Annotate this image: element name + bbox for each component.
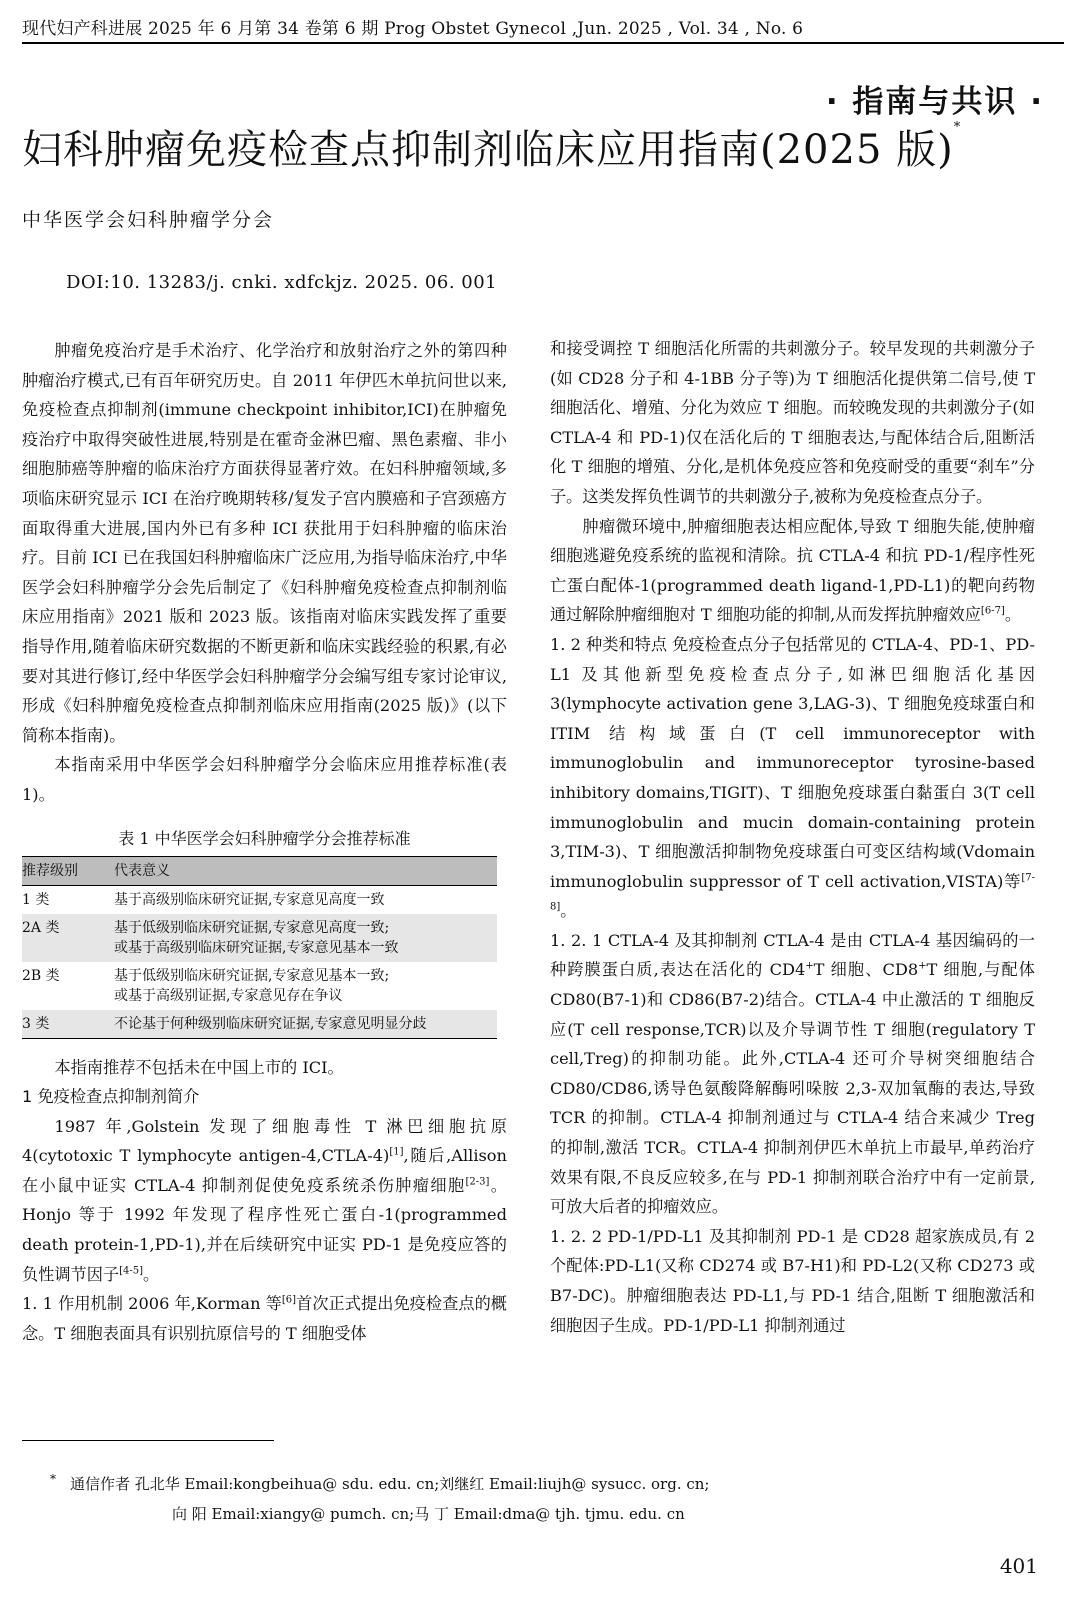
footnote-rule (22, 1440, 274, 1441)
table (22, 856, 497, 1039)
table-cell-level: 2A 类 (22, 914, 114, 962)
citation: [6-7] (980, 605, 1005, 617)
text-run: T 细胞,与配体 CD80(B7-1)和 CD86(B7-2)结合。CTLA-4 中止激活的 T 细胞反应(T cell response,TCR)以及介导调节性 T 细胞(regulatory T cell,Treg)的抑制功能。此外,CTLA-4 还可介导树突细胞结合 CD80/CD86,诱导色氨酸降解酶吲哚胺 2,3-双加氧酶的表达,导致 TCR 的抑制。CTLA-4 抑制剂通过与 CTLA-4 结合来减少 Treg 的抑制,激活 TCR。CTLA-4 抑制剂伊匹木单抗上市最早,单药治疗效果有限,不良反应较多,在与 PD-1 抑制剂联合治疗中有一定前景,可放大后者的抑瘤效应。 (550, 960, 1035, 1217)
text-run: 1987 年,Golstein 发现了细胞毒性 T 淋巴细胞抗原 4(cytotoxic T lymphocyte antigen-4,CTLA-4) (22, 1116, 507, 1166)
table-row (22, 962, 497, 1010)
doi: DOI:10. 13283/j. cnki. xdfckjz. 2025. 06. 001 (66, 272, 498, 293)
intro-paragraph: 肿瘤免疫治疗是手术治疗、化学治疗和放射治疗之外的第四种肿瘤治疗模式,已有百年研究历史。自 2011 年伊匹木单抗问世以来,免疫检查点抑制剂(immune checkpoint inhibitor,ICI)在肿瘤免疫治疗中取得突破性进展,特别是在霍奇金淋巴瘤、黑色素瘤、非小细胞肺癌等肿瘤的临床治疗方面获得显著疗效。在妇科肿瘤领域,多项临床研究显示 ICI 在治疗晚期转移/复发子宫内膜癌和子宫颈癌方面取得重大进展,国内外已有多种 ICI 获批用于妇科肿瘤的临床治疗。目前 ICI 已在我国妇科肿瘤临床广泛应用,为指导临床治疗,中华医学会妇科肿瘤学分会先后制定了《妇科肿瘤免疫检查点抑制剂临床应用指南》2021 版和 2023 版。该指南对临床实践发挥了重要指导作用,随着临床研究数据的不断更新和临床实践经验的积累,有必要对其进行修订,经中华医学会妇科肿瘤学分会编写组专家讨论审议,形成《妇科肿瘤免疫检查点抑制剂临床应用指南(2025 版)》(以下简称本指南)。 (22, 341, 507, 745)
running-head: 现代妇产科进展 2025 年 6 月第 34 卷第 6 期 Prog Obstet Gynecol ,Jun. 2025 , Vol. 34 , No. 6 (22, 19, 804, 39)
footnote-line-2: 向 阳 Email:xiangy@ pumch. cn;马 丁 Email:dma@ tjh. tjmu. edu. cn (172, 1505, 685, 1523)
citation: [7-8] (550, 872, 1035, 913)
text-run: 。 (1004, 605, 1022, 625)
text-run: 。 (560, 901, 577, 921)
title-text: 妇科肿瘤免疫检查点抑制剂临床应用指南(2025 版) (22, 127, 954, 173)
header-rule (22, 42, 1064, 44)
citation: [4-5] (119, 1265, 144, 1277)
article-title (22, 118, 961, 175)
text-run: 。 (143, 1264, 160, 1284)
table-cell-meaning: 基于高级别临床研究证据,专家意见高度一致 (114, 891, 385, 908)
footnote-mark: * (50, 1472, 56, 1486)
superscript: + (805, 961, 814, 973)
column-tag: · 指南与共识 · (825, 84, 1044, 120)
text-run: 2006 年,Korman 等 (123, 1294, 282, 1314)
authors: 中华医学会妇科肿瘤学分会 (22, 209, 275, 231)
page-number: 401 (999, 1554, 1038, 1578)
table-cell-level: 2B 类 (22, 967, 60, 984)
table-cell-level: 3 类 (22, 1010, 114, 1039)
table-caption: 表 1 中华医学会妇科肿瘤学分会推荐标准 (118, 828, 411, 848)
table-row (22, 885, 497, 914)
recommendation-table (22, 828, 507, 1039)
text-run: 免疫检查点分子包括常见的 CTLA-4、PD-1、PD-L1 及其他新型免疫检查点分子,如淋巴细胞活化基因 3(lymphocyte activation gene 3,LAG-3)、T 细胞免疫球蛋白和 ITIM 结构域蛋白(T cell immunoreceptor with immunoglobulin and immunoreceptor tyrosine-based inhibitory domains,TIGIT)、T 细胞免疫球蛋白黏蛋白 3(T cell immunoglobulin and mucin domain-containing protein 3,TIM-3)、T 细胞激活抑制物免疫球蛋白可变区结构域(Vdomain immunoglobulin suppressor of T cell activation,VISTA)等 (550, 634, 1035, 891)
table-cell-meaning: 基于低级别临床研究证据,专家意见基本一致; 或基于高级别证据,专家意见存在争议 (114, 967, 390, 1004)
section-heading-1-1: 1. 1 作用机制 (22, 1294, 123, 1314)
text-run: 首次正式提出免疫检查点的概念。T 细胞表面具有识别抗原信号的 T 细胞受体 (22, 1294, 507, 1343)
citation: [2-3] (465, 1176, 490, 1188)
right-column (550, 334, 1035, 1340)
table-header-level: 推荐级别 (22, 856, 114, 885)
section-heading-1-2: 1. 2 种类和特点 (550, 634, 668, 654)
text-run: ,随后,Allison 在小鼠中证实 CTLA-4 抑制剂促使免疫系统杀伤肿瘤细胞 (22, 1146, 507, 1195)
table-ref-paragraph: 本指南采用中华医学会妇科肿瘤学分会临床应用推荐标准(表 1)。 (22, 755, 507, 804)
text-run: 。Honjo 等于 1992 年发现了程序性死亡蛋白-1(programmed death protein-1,PD-1),并在后续研究中证实 PD-1 是免疫应答的负性调节因子 (22, 1175, 507, 1284)
table-row (22, 1010, 497, 1039)
scope-paragraph: 本指南推荐不包括未在中国上市的 ICI。 (54, 1057, 344, 1077)
section-heading-1-2-1: 1. 2. 1 CTLA-4 及其抑制剂 (550, 930, 758, 950)
table-header-meaning: 代表意义 (114, 856, 497, 885)
title-footnote-mark: * (953, 120, 962, 135)
left-column (22, 336, 507, 1348)
table-cell-meaning: 不论基于何种级别临床研究证据,专家意见明显分歧 (114, 1010, 497, 1039)
section-heading-1: 1 免疫检查点抑制剂简介 (22, 1087, 200, 1107)
table-cell-level: 1 类 (22, 891, 50, 908)
superscript: + (918, 961, 927, 973)
citation: [6] (281, 1294, 297, 1306)
citation: [1] (389, 1146, 404, 1158)
table-row (22, 914, 497, 962)
history-paragraph (22, 1112, 507, 1290)
footnote-line-1: 通信作者 孔北华 Email:kongbeihua@ sdu. edu. cn;刘继红 Email:liujh@ sysucc. org. cn; (70, 1475, 710, 1493)
text-run: T 细胞、CD8 (813, 960, 919, 980)
correspondence-footnote (50, 1464, 709, 1529)
text-run: 肿瘤微环境中,肿瘤细胞表达相应配体,导致 T 细胞失能,使肿瘤细胞逃避免疫系统的监视和清除。抗 CTLA-4 和抗 PD-1/程序性死亡蛋白配体-1(programmed death ligand-1,PD-L1)的靶向药物通过解除肿瘤细胞对 T 细胞功能的抑制,从而发挥抗肿瘤效应 (550, 516, 1035, 625)
microenv-paragraph (550, 512, 1035, 630)
costim-paragraph: 和接受调控 T 细胞活化所需的共刺激分子。较早发现的共刺激分子(如 CD28 分子和 4-1BB 分子等)为 T 细胞活化提供第二信号,使 T 细胞活化、增殖、分化为效应 T 细胞。而较晚发现的共刺激分子(如 CTLA-4 和 PD-1)仅在活化后的 T 细胞表达,与配体结合后,阻断活化 T 细胞的增殖、分化,是机体免疫应答和免疫耐受的重要“刹车”分子。这类发挥负性调节的共刺激分子,被称为免疫检查点分子。 (550, 339, 1035, 506)
table-cell-meaning: 基于低级别临床研究证据,专家意见高度一致; 或基于高级别临床研究证据,专家意见基本一致 (114, 914, 497, 962)
text-run: PD-1 是 CD28 超家族成员,有 2 个配体:PD-L1(又称 CD274 或 B7-H1)和 PD-L2(又称 CD273 或 B7-DC)。肿瘤细胞表达 PD-L1,与 PD-1 结合,阻断 T 细胞激活和细胞因子生成。PD-1/PD-L1 抑制剂通过 (550, 1226, 1035, 1335)
section-heading-1-2-2: 1. 2. 2 PD-1/PD-L1 及其抑制剂 (550, 1226, 792, 1246)
text-run: CTLA-4 是由 CTLA-4 基因编码的一种跨膜蛋白质,表达在活化的 CD4 (550, 930, 1035, 980)
